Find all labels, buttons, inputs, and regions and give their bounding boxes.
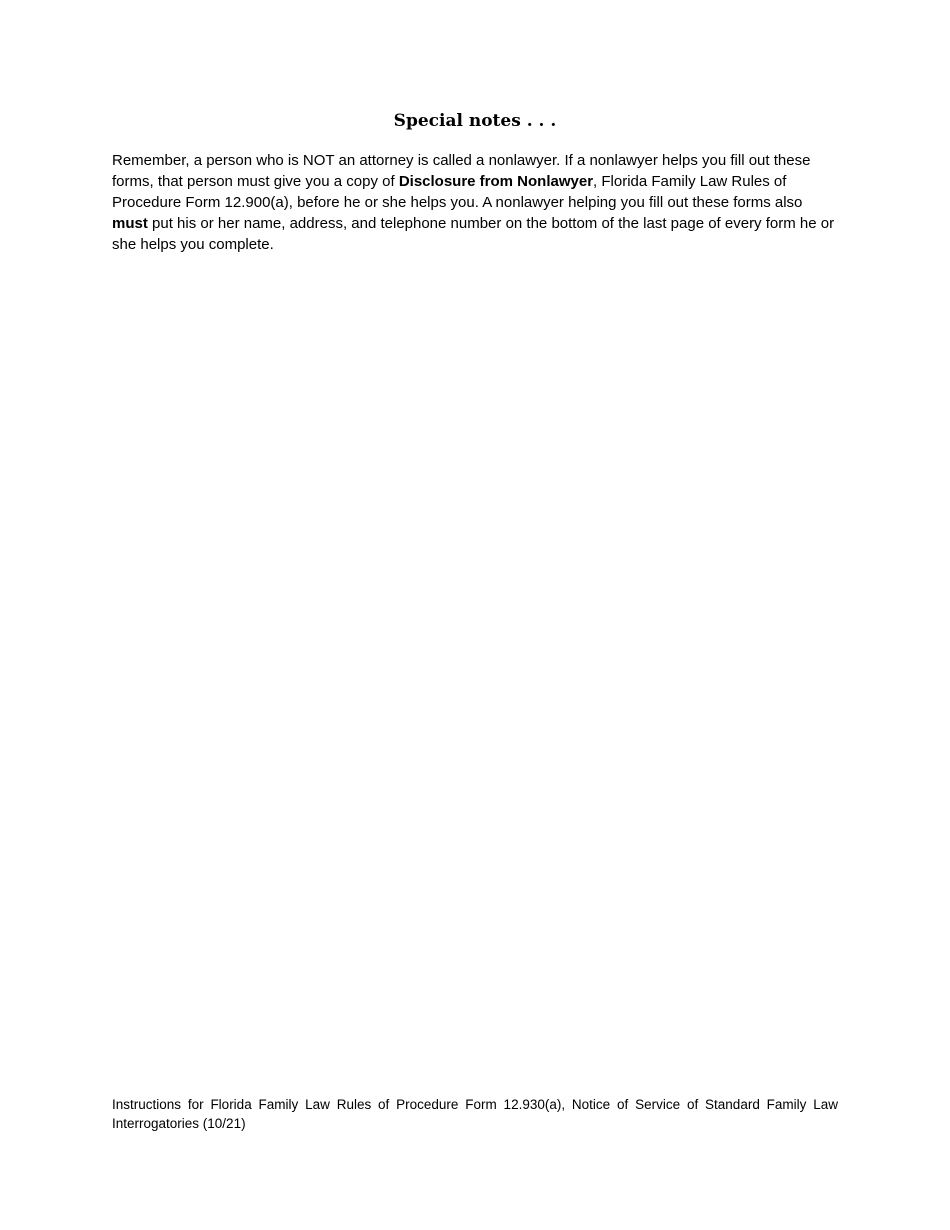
special-notes-paragraph [112,150,838,255]
paragraph-text-2: , Florida Family Law Rules of Procedure Form 12.900(a), before he or she helps you. A nonlawyer helping you fill out these forms also [112,173,803,211]
section-heading: Special notes . . . [393,111,557,131]
page-footer: Instructions for Florida Family Law Rules of Procedure Form 12.930(a), Notice of Service of Standard Family Law Interrogatories (10/21) [112,1097,838,1131]
paragraph-text-1: Remember, a person who is NOT an attorney is called a nonlawyer. If a nonlawyer helps you fill out these forms, that person must give you a copy of [112,152,811,190]
paragraph-text-3: put his or her name, address, and telephone number on the bottom of the last page of every form he or she helps you complete. [112,215,835,253]
disclosure-form-title: Disclosure from Nonlawyer [398,173,594,190]
must-emphasis: must [112,215,148,232]
